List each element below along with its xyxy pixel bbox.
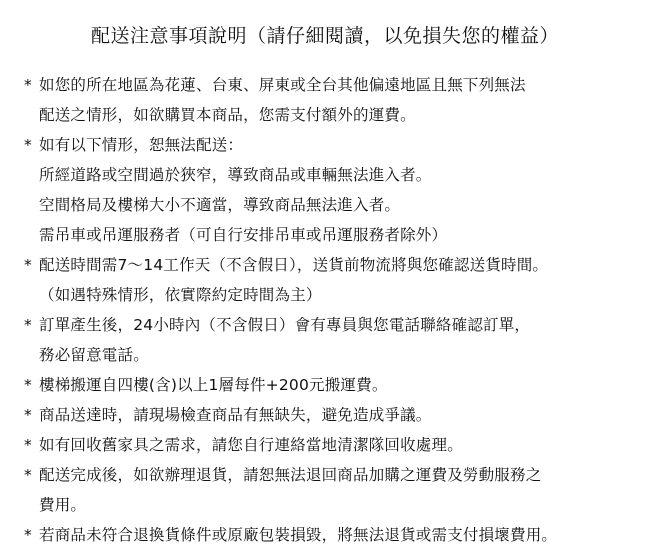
notice-text: 務必留意電話。: [39, 346, 149, 364]
notice-item: [24, 370, 557, 400]
notice-text: 訂單產生後，24小時內（不含假日）會有專員與您電話聯絡確認訂單，: [39, 316, 531, 334]
notice-item: [24, 70, 557, 130]
notice-text: 配送之情形，如欲購買本商品，您需支付額外的運費。: [39, 106, 416, 124]
notice-text: 需吊車或吊運服務者（可自行安排吊車或吊運服務者除外）: [39, 226, 448, 244]
bullet-marker: *: [24, 256, 32, 274]
notice-item: [24, 520, 557, 550]
bullet-marker: *: [24, 406, 32, 424]
notice-item: [24, 250, 557, 310]
notice-item: [24, 460, 557, 520]
bullet-marker: *: [24, 526, 32, 544]
bullet-marker: *: [24, 436, 32, 454]
notice-text: 如您的所在地區為花蓮、台東、屏東或全台其他偏遠地區且無下列無法: [39, 76, 526, 94]
bullet-marker: *: [24, 466, 32, 484]
notice-text: 商品送達時，請現場檢查商品有無缺失，避免造成爭議。: [39, 406, 432, 424]
notice-text: 所經道路或空間過於狹窄，導致商品或車輛無法進入者。: [39, 166, 432, 184]
bullet-marker: *: [24, 316, 32, 334]
bullet-marker: *: [24, 376, 32, 394]
notice-text: 配送時間需7～14工作天（不含假日），送貨前物流將與您確認送貨時間。: [39, 256, 549, 274]
notice-text: 如有回收舊家具之需求，請您自行連絡當地清潔隊回收處理。: [39, 436, 463, 454]
notice-list: [24, 70, 557, 550]
notice-title: 配送注意事項說明（請仔細閱讀，以免損失您的權益）: [90, 25, 559, 47]
notice-text: 若商品未符合退換貨條件或原廠包裝損毀，將無法退貨或需支付損壞費用。: [39, 526, 558, 544]
notice-item: [24, 130, 557, 250]
bullet-marker: *: [24, 136, 32, 154]
notice-text: 費用。: [39, 496, 87, 514]
notice-item: [24, 430, 557, 460]
notice-text: 空間格局及樓梯大小不適當，導致商品無法進入者。: [39, 196, 401, 214]
notice-item: [24, 400, 557, 430]
notice-text: 如有以下情形，恕無法配送：: [39, 136, 244, 154]
notice-item: [24, 310, 557, 370]
notice-text: 樓梯搬運自四樓(含)以上1層每件+200元搬運費。: [39, 376, 388, 394]
notice-text: （如遇特殊情形，依實際約定時間為主）: [39, 286, 322, 304]
bullet-marker: *: [24, 76, 32, 94]
notice-text: 配送完成後，如欲辦理退貨，請恕無法退回商品加購之運費及勞動服務之: [39, 466, 542, 484]
